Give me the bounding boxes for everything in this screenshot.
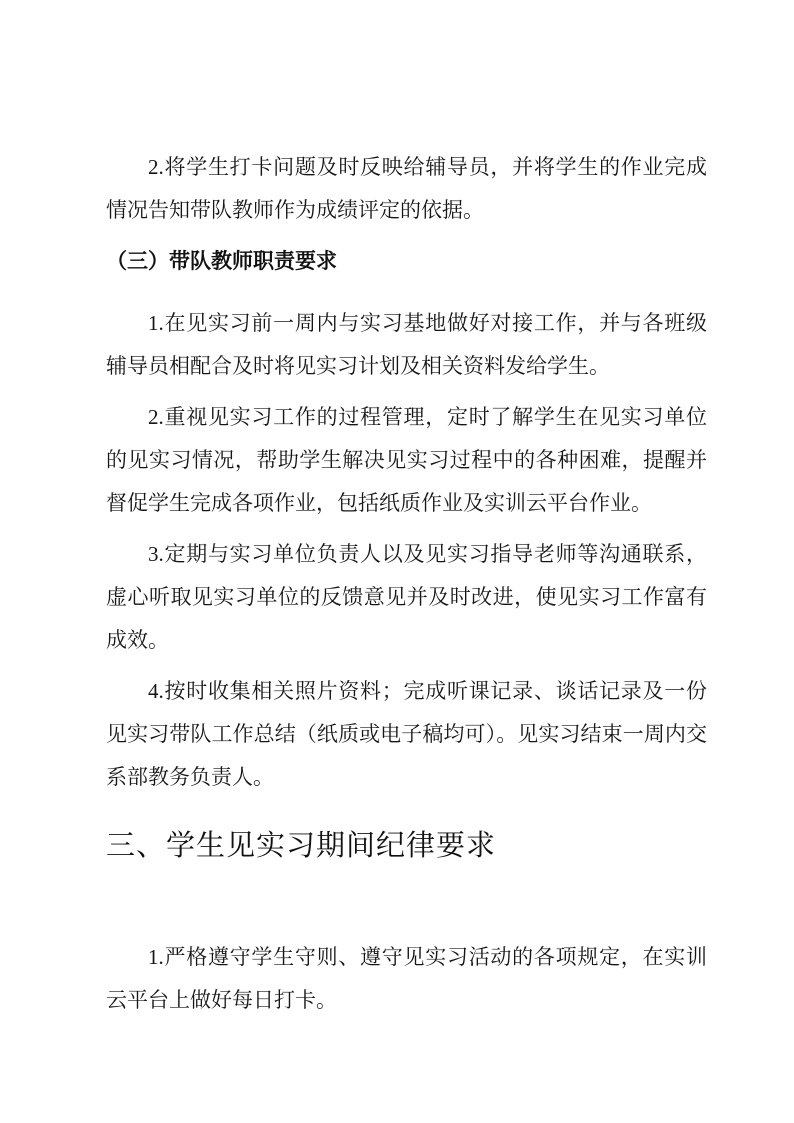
- subsection-item-3: 3.定期与实习单位负责人以及见实习指导老师等沟通联系，虚心听取见实习单位的反馈意见并及时改进，使见实习工作富有成效。: [106, 542, 707, 652]
- subsection-item-1: 1.在见实习前一周内与实习基地做好对接工作，并与各班级辅导员相配合及时将见实习计划及相关资料发给学生。: [106, 311, 707, 378]
- subsection-item-2: 2.重视见实习工作的过程管理，定时了解学生在见实习单位的见实习情况，帮助学生解决见实习过程中的各种困难，提醒并督促学生完成各项作业，包括纸质作业及实训云平台作业。: [106, 405, 707, 515]
- chapter-heading: 三、学生见实习期间纪律要求: [106, 830, 497, 862]
- paragraph-intro: 2.将学生打卡问题及时反映给辅导员，并将学生的作业完成情况告知带队教师作为成绩评定的依据。: [106, 155, 707, 222]
- subsection-item-4: 4.按时收集相关照片资料；完成听课记录、谈话记录及一份见实习带队工作总结（纸质或电子稿均可）。见实习结束一周内交系部教务负责人。: [106, 679, 707, 789]
- subsection-heading: （三）带队教师职责要求: [106, 250, 337, 273]
- chapter-item-1: 1.严格遵守学生守则、遵守见实习活动的各项规定，在实训云平台上做好每日打卡。: [106, 945, 707, 1012]
